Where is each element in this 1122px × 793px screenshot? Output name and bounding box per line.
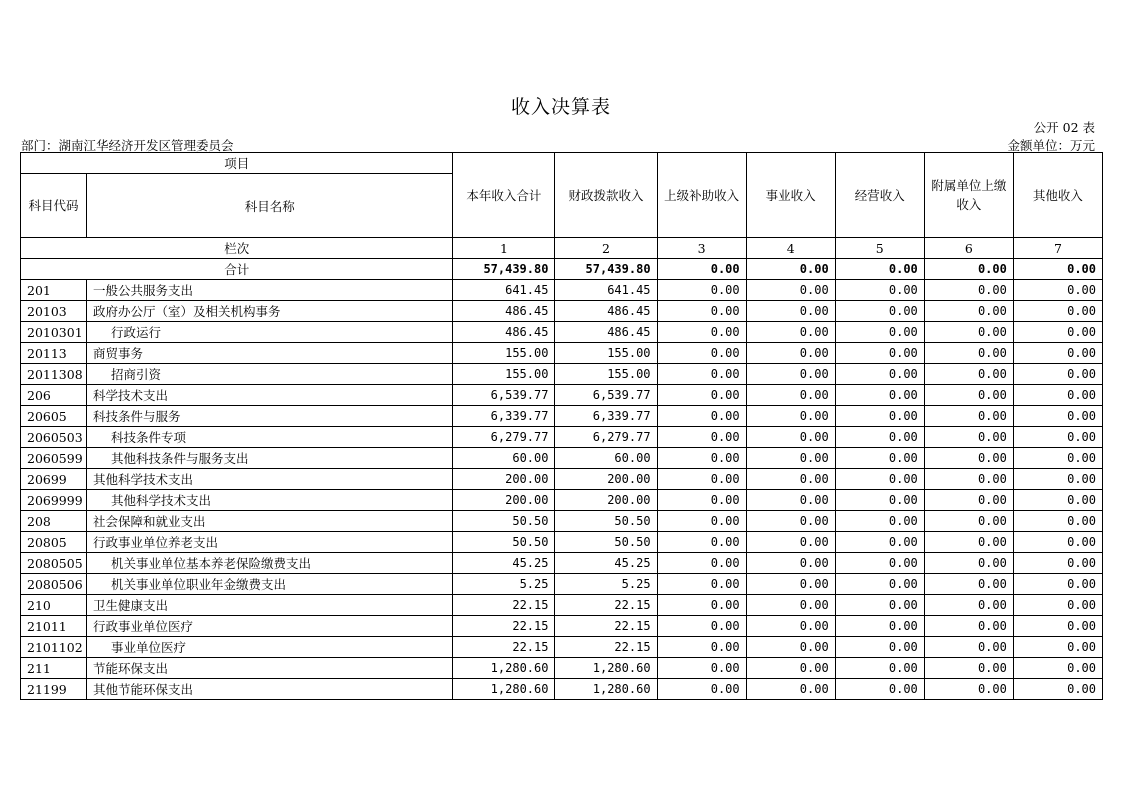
amount-cell: 0.00: [1013, 280, 1102, 301]
total-value: 0.00: [746, 259, 835, 280]
amount-cell: 0.00: [746, 616, 835, 637]
subject-name: 机关事业单位职业年金缴费支出: [87, 574, 453, 595]
column-number: 5: [835, 238, 924, 259]
amount-cell: 0.00: [835, 301, 924, 322]
amount-cell: 0.00: [657, 490, 746, 511]
amount-cell: 0.00: [657, 301, 746, 322]
amount-cell: 0.00: [835, 343, 924, 364]
table-row: [21, 301, 1103, 322]
amount-cell: 0.00: [924, 532, 1013, 553]
subject-name: 科学技术支出: [87, 385, 453, 406]
amount-cell: 0.00: [746, 574, 835, 595]
column-index-row: [21, 238, 1103, 259]
amount-cell: 200.00: [555, 469, 657, 490]
amount-cell: 155.00: [555, 343, 657, 364]
amount-cell: 0.00: [835, 406, 924, 427]
amount-cell: 0.00: [1013, 301, 1102, 322]
amount-cell: 5.25: [453, 574, 555, 595]
subject-name: 其他节能环保支出: [87, 679, 453, 700]
subject-code: 20113: [21, 343, 87, 364]
subject-name: 招商引资: [87, 364, 453, 385]
subject-code: 2011308: [21, 364, 87, 385]
subject-name: 行政运行: [87, 322, 453, 343]
subject-code: 2060503: [21, 427, 87, 448]
amount-cell: 0.00: [835, 364, 924, 385]
amount-cell: 200.00: [555, 490, 657, 511]
subject-name: 其他科学技术支出: [87, 490, 453, 511]
subject-code: 20605: [21, 406, 87, 427]
amount-cell: 0.00: [924, 280, 1013, 301]
amount-cell: 0.00: [1013, 343, 1102, 364]
amount-cell: 0.00: [657, 469, 746, 490]
amount-cell: 0.00: [924, 658, 1013, 679]
amount-cell: 0.00: [924, 637, 1013, 658]
department-label: 部门：湖南江华经济开发区管理委员会: [21, 138, 234, 153]
amount-cell: 0.00: [835, 553, 924, 574]
amount-cell: 0.00: [835, 490, 924, 511]
form-number: 公开 02 表: [1033, 120, 1095, 135]
header-fiscal-appropriation: 财政拨款收入: [555, 153, 657, 238]
subject-code: 211: [21, 658, 87, 679]
amount-cell: 6,339.77: [555, 406, 657, 427]
total-value: 57,439.80: [555, 259, 657, 280]
amount-cell: 0.00: [746, 469, 835, 490]
amount-cell: 486.45: [453, 301, 555, 322]
amount-cell: 0.00: [835, 679, 924, 700]
amount-cell: 22.15: [453, 616, 555, 637]
total-value: 0.00: [657, 259, 746, 280]
amount-cell: 0.00: [1013, 490, 1102, 511]
amount-cell: 0.00: [746, 448, 835, 469]
amount-cell: 50.50: [453, 511, 555, 532]
amount-cell: 0.00: [657, 406, 746, 427]
column-number: 1: [453, 238, 555, 259]
column-number: 7: [1013, 238, 1102, 259]
amount-cell: 0.00: [1013, 616, 1102, 637]
total-value: 0.00: [924, 259, 1013, 280]
header-other-income: 其他收入: [1013, 153, 1102, 238]
amount-cell: 0.00: [657, 385, 746, 406]
table-row: [21, 511, 1103, 532]
subject-name: 商贸事务: [87, 343, 453, 364]
column-number: 3: [657, 238, 746, 259]
amount-cell: 6,539.77: [555, 385, 657, 406]
amount-cell: 0.00: [924, 343, 1013, 364]
amount-cell: 0.00: [835, 532, 924, 553]
amount-cell: 0.00: [746, 511, 835, 532]
amount-cell: 60.00: [555, 448, 657, 469]
amount-cell: 0.00: [924, 490, 1013, 511]
amount-cell: 0.00: [835, 427, 924, 448]
table-row: [21, 406, 1103, 427]
amount-cell: 0.00: [746, 532, 835, 553]
amount-cell: 0.00: [835, 469, 924, 490]
subject-code: 208: [21, 511, 87, 532]
amount-cell: 0.00: [835, 511, 924, 532]
table-row: [21, 427, 1103, 448]
amount-cell: 0.00: [1013, 574, 1102, 595]
amount-cell: 0.00: [746, 637, 835, 658]
amount-cell: 45.25: [453, 553, 555, 574]
amount-cell: 0.00: [835, 448, 924, 469]
total-value: 0.00: [835, 259, 924, 280]
amount-cell: 0.00: [1013, 511, 1102, 532]
amount-cell: 0.00: [924, 427, 1013, 448]
amount-cell: 0.00: [924, 679, 1013, 700]
amount-cell: 155.00: [453, 364, 555, 385]
amount-cell: 0.00: [835, 574, 924, 595]
table-row: [21, 658, 1103, 679]
amount-cell: 0.00: [657, 574, 746, 595]
report-title: 收入决算表: [510, 96, 611, 118]
amount-cell: 641.45: [555, 280, 657, 301]
subject-name: 政府办公厅（室）及相关机构事务: [87, 301, 453, 322]
amount-cell: 1,280.60: [453, 679, 555, 700]
amount-cell: 22.15: [555, 637, 657, 658]
subject-name: 行政事业单位医疗: [87, 616, 453, 637]
subject-code: 2080506: [21, 574, 87, 595]
amount-cell: 6,279.77: [555, 427, 657, 448]
amount-cell: 0.00: [835, 280, 924, 301]
amount-cell: 0.00: [835, 322, 924, 343]
amount-cell: 0.00: [924, 322, 1013, 343]
amount-cell: 0.00: [657, 427, 746, 448]
income-final-account-table: [20, 152, 1103, 700]
subject-code: 21199: [21, 679, 87, 700]
amount-cell: 0.00: [746, 595, 835, 616]
amount-cell: 0.00: [746, 427, 835, 448]
subject-name: 其他科技条件与服务支出: [87, 448, 453, 469]
table-row: [21, 385, 1103, 406]
subject-code: 206: [21, 385, 87, 406]
subject-name: 社会保障和就业支出: [87, 511, 453, 532]
amount-cell: 50.50: [453, 532, 555, 553]
subject-code: 2060599: [21, 448, 87, 469]
subject-name: 机关事业单位基本养老保险缴费支出: [87, 553, 453, 574]
subject-code: 20103: [21, 301, 87, 322]
amount-cell: 0.00: [924, 511, 1013, 532]
amount-cell: 0.00: [924, 301, 1013, 322]
amount-cell: 0.00: [1013, 658, 1102, 679]
amount-cell: 22.15: [555, 595, 657, 616]
table-row: [21, 343, 1103, 364]
table-row: [21, 364, 1103, 385]
table-row: [21, 553, 1103, 574]
table-row: [21, 280, 1103, 301]
amount-cell: 0.00: [746, 364, 835, 385]
total-label: 合计: [21, 259, 453, 280]
subject-name: 卫生健康支出: [87, 595, 453, 616]
total-value: 57,439.80: [453, 259, 555, 280]
amount-cell: 0.00: [835, 616, 924, 637]
amount-cell: 0.00: [657, 679, 746, 700]
amount-cell: 0.00: [657, 553, 746, 574]
amount-cell: 0.00: [746, 553, 835, 574]
amount-cell: 50.50: [555, 532, 657, 553]
amount-cell: 0.00: [657, 343, 746, 364]
amount-cell: 0.00: [924, 469, 1013, 490]
amount-cell: 1,280.60: [555, 679, 657, 700]
amount-cell: 0.00: [657, 322, 746, 343]
header-business-income: 事业收入: [746, 153, 835, 238]
amount-cell: 0.00: [924, 616, 1013, 637]
amount-cell: 0.00: [657, 280, 746, 301]
amount-cell: 200.00: [453, 469, 555, 490]
table-row: [21, 469, 1103, 490]
amount-cell: 1,280.60: [453, 658, 555, 679]
amount-cell: 0.00: [746, 679, 835, 700]
column-index-label: 栏次: [21, 238, 453, 259]
column-number: 2: [555, 238, 657, 259]
table-row: [21, 322, 1103, 343]
amount-cell: 0.00: [835, 637, 924, 658]
subject-name: 科技条件与服务: [87, 406, 453, 427]
amount-cell: 0.00: [924, 448, 1013, 469]
amount-cell: 0.00: [924, 595, 1013, 616]
amount-cell: 45.25: [555, 553, 657, 574]
amount-cell: 0.00: [657, 595, 746, 616]
amount-cell: 22.15: [453, 595, 555, 616]
amount-cell: 0.00: [1013, 385, 1102, 406]
amount-cell: 0.00: [746, 385, 835, 406]
table-row: [21, 532, 1103, 553]
table-row: [21, 574, 1103, 595]
table-row: [21, 616, 1103, 637]
subject-code: 20699: [21, 469, 87, 490]
amount-cell: 60.00: [453, 448, 555, 469]
column-number: 4: [746, 238, 835, 259]
header-subsidiary-remittance: 附属单位上缴收入: [924, 153, 1013, 238]
amount-cell: 5.25: [555, 574, 657, 595]
amount-cell: 0.00: [1013, 427, 1102, 448]
header-total-income: 本年收入合计: [453, 153, 555, 238]
amount-cell: 0.00: [746, 490, 835, 511]
header-subject-code: 科目代码: [21, 174, 87, 238]
header-superior-subsidy: 上级补助收入: [657, 153, 746, 238]
subject-code: 201: [21, 280, 87, 301]
amount-cell: 22.15: [555, 616, 657, 637]
subject-code: 2010301: [21, 322, 87, 343]
amount-cell: 0.00: [1013, 595, 1102, 616]
amount-cell: 0.00: [1013, 469, 1102, 490]
table-row: [21, 637, 1103, 658]
amount-cell: 0.00: [1013, 637, 1102, 658]
subject-name: 一般公共服务支出: [87, 280, 453, 301]
amount-cell: 6,339.77: [453, 406, 555, 427]
amount-cell: 0.00: [1013, 448, 1102, 469]
amount-cell: 6,279.77: [453, 427, 555, 448]
subject-code: 2101102: [21, 637, 87, 658]
amount-cell: 0.00: [835, 385, 924, 406]
amount-cell: 200.00: [453, 490, 555, 511]
amount-cell: 0.00: [924, 385, 1013, 406]
amount-cell: 0.00: [657, 637, 746, 658]
amount-cell: 0.00: [657, 448, 746, 469]
amount-cell: 0.00: [746, 280, 835, 301]
subject-code: 2080505: [21, 553, 87, 574]
amount-cell: 0.00: [924, 406, 1013, 427]
amount-cell: 0.00: [746, 658, 835, 679]
column-number: 6: [924, 238, 1013, 259]
table-row: [21, 448, 1103, 469]
total-value: 0.00: [1013, 259, 1102, 280]
subject-code: 21011: [21, 616, 87, 637]
header-project: 项目: [21, 153, 453, 174]
amount-cell: 0.00: [657, 658, 746, 679]
amount-cell: 0.00: [1013, 406, 1102, 427]
table-row: [21, 595, 1103, 616]
amount-cell: 0.00: [924, 553, 1013, 574]
amount-cell: 0.00: [1013, 553, 1102, 574]
amount-cell: 0.00: [746, 301, 835, 322]
amount-unit-label: 金额单位：万元: [1007, 138, 1095, 153]
subject-name: 行政事业单位养老支出: [87, 532, 453, 553]
amount-cell: 0.00: [835, 595, 924, 616]
total-row: [21, 259, 1103, 280]
subject-code: 210: [21, 595, 87, 616]
amount-cell: 0.00: [746, 343, 835, 364]
subject-code: 2069999: [21, 490, 87, 511]
amount-cell: 0.00: [657, 616, 746, 637]
amount-cell: 0.00: [1013, 322, 1102, 343]
table-row: [21, 679, 1103, 700]
amount-cell: 0.00: [924, 364, 1013, 385]
subject-name: 事业单位医疗: [87, 637, 453, 658]
header-operating-income: 经营收入: [835, 153, 924, 238]
amount-cell: 486.45: [555, 301, 657, 322]
amount-cell: 486.45: [555, 322, 657, 343]
amount-cell: 486.45: [453, 322, 555, 343]
amount-cell: 0.00: [746, 406, 835, 427]
amount-cell: 6,539.77: [453, 385, 555, 406]
amount-cell: 0.00: [657, 364, 746, 385]
header-subject-name: 科目名称: [87, 174, 453, 238]
amount-cell: 0.00: [1013, 364, 1102, 385]
amount-cell: 0.00: [1013, 532, 1102, 553]
amount-cell: 1,280.60: [555, 658, 657, 679]
subject-name: 其他科学技术支出: [87, 469, 453, 490]
subject-name: 节能环保支出: [87, 658, 453, 679]
amount-cell: 22.15: [453, 637, 555, 658]
subject-code: 20805: [21, 532, 87, 553]
amount-cell: 0.00: [835, 658, 924, 679]
amount-cell: 0.00: [746, 322, 835, 343]
amount-cell: 0.00: [657, 511, 746, 532]
amount-cell: 0.00: [924, 574, 1013, 595]
amount-cell: 50.50: [555, 511, 657, 532]
subject-name: 科技条件专项: [87, 427, 453, 448]
table-row: [21, 490, 1103, 511]
amount-cell: 641.45: [453, 280, 555, 301]
amount-cell: 0.00: [1013, 679, 1102, 700]
amount-cell: 155.00: [453, 343, 555, 364]
amount-cell: 155.00: [555, 364, 657, 385]
amount-cell: 0.00: [657, 532, 746, 553]
